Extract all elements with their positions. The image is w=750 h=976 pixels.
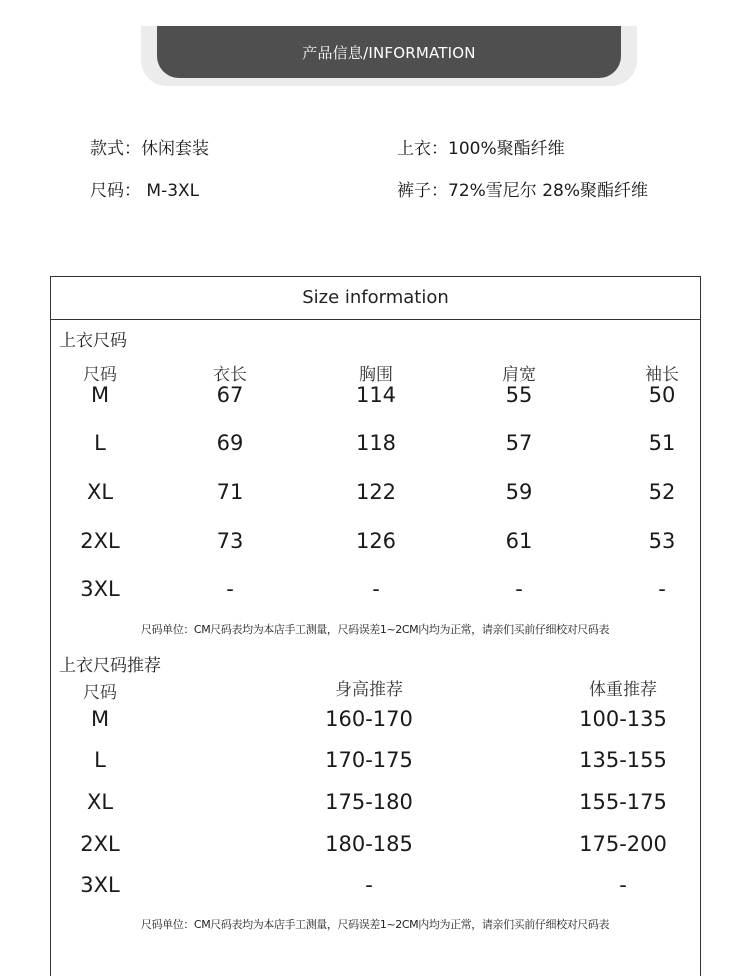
table-cell: - xyxy=(619,873,627,897)
measurement-note: 尺码单位：CM尺码表均为本店手工测量，尺码误差1~2CM内均为正常，请亲们买前仔细校对尺码表 xyxy=(140,918,610,931)
table-cell: - xyxy=(365,873,373,897)
table-cell: 155-175 xyxy=(579,790,667,814)
table-cell: - xyxy=(226,577,234,601)
table-cell: 100-135 xyxy=(579,707,667,731)
table-cell: 50 xyxy=(648,383,676,407)
table-cell: - xyxy=(658,577,666,601)
table-cell: 59 xyxy=(505,480,533,504)
header-tab xyxy=(157,26,621,78)
top-size-section-title: 上衣尺码 xyxy=(59,331,127,351)
table-cell: 135-155 xyxy=(579,748,667,772)
table-cell: 53 xyxy=(648,529,676,553)
table-cell: XL xyxy=(86,790,114,814)
table-cell: 57 xyxy=(505,431,533,455)
table-cell: 3XL xyxy=(80,873,120,897)
size-table-title-text: Size information xyxy=(302,287,449,308)
table-cell: 180-185 xyxy=(325,832,413,856)
table-cell: M xyxy=(90,383,110,407)
table-cell: 73 xyxy=(216,529,244,553)
table-cell: L xyxy=(94,431,106,455)
column-header: 袖长 xyxy=(645,365,679,385)
table-cell: - xyxy=(515,577,523,601)
table-cell: 114 xyxy=(355,383,397,407)
info-size-range: 尺码： M-3XL xyxy=(90,181,200,201)
table-cell: 69 xyxy=(216,431,244,455)
table-cell: - xyxy=(372,577,380,601)
table-cell: XL xyxy=(86,480,114,504)
header-title: 产品信息/INFORMATION xyxy=(302,43,476,62)
table-cell: 51 xyxy=(648,431,676,455)
table-cell: 55 xyxy=(505,383,533,407)
table-cell: 122 xyxy=(355,480,397,504)
table-cell: 71 xyxy=(216,480,244,504)
info-pants-material: 裤子：72%雪尼尔 28%聚酯纤维 xyxy=(397,181,648,201)
info-style: 款式：休闲套装 xyxy=(90,139,209,159)
table-cell: 52 xyxy=(648,480,676,504)
table-cell: 67 xyxy=(216,383,244,407)
table-cell: L xyxy=(94,748,106,772)
column-header: 肩宽 xyxy=(502,365,536,385)
size-table-title xyxy=(50,276,701,320)
table-cell: 2XL xyxy=(80,529,120,553)
column-header: 尺码 xyxy=(83,683,117,703)
table-cell: 118 xyxy=(355,431,397,455)
table-cell: 175-180 xyxy=(325,790,413,814)
column-header: 尺码 xyxy=(83,365,117,385)
column-header: 衣长 xyxy=(213,365,247,385)
recommend-section-title: 上衣尺码推荐 xyxy=(59,656,161,676)
table-cell: 170-175 xyxy=(325,748,413,772)
column-header: 体重推荐 xyxy=(589,680,657,700)
measurement-note: 尺码单位：CM尺码表均为本店手工测量，尺码误差1~2CM内均为正常，请亲们买前仔细校对尺码表 xyxy=(140,623,610,636)
table-cell: 3XL xyxy=(80,577,120,601)
table-cell: 2XL xyxy=(80,832,120,856)
info-top-material: 上衣：100%聚酯纤维 xyxy=(397,139,565,159)
table-cell: M xyxy=(90,707,110,731)
column-header: 胸围 xyxy=(359,365,393,385)
column-header: 身高推荐 xyxy=(335,680,403,700)
table-cell: 160-170 xyxy=(325,707,413,731)
table-cell: 175-200 xyxy=(579,832,667,856)
table-cell: 61 xyxy=(505,529,533,553)
table-cell: 126 xyxy=(355,529,397,553)
